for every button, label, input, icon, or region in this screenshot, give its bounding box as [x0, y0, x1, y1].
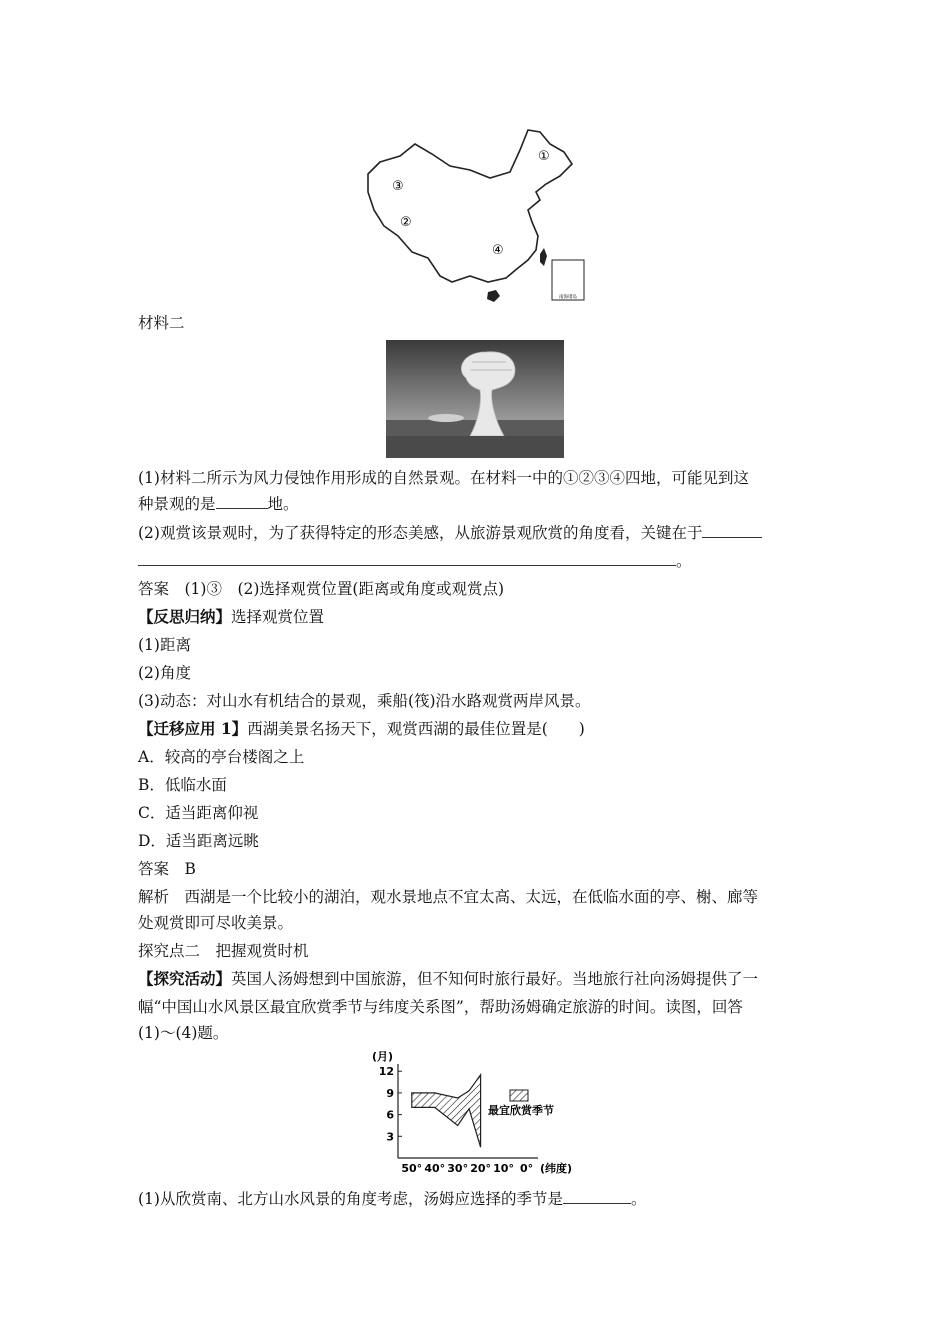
y-tick-label: 12: [378, 1065, 394, 1079]
x-tick-label: 20°: [470, 1162, 492, 1175]
reflect-item: (1)距离: [138, 636, 191, 654]
q2-answer-blank-a[interactable]: [702, 523, 762, 538]
hainan-island: [487, 290, 500, 302]
y-tick-label: 3: [386, 1130, 394, 1144]
y-tick-label: 9: [386, 1086, 394, 1100]
transfer-text: 西湖美景名扬天下，观赏西湖的最佳位置是( ): [247, 720, 585, 738]
q1-line2: [138, 493, 299, 515]
q2-text: (2)观赏该景观时，为了获得特定的形态美感，从旅游景观欣赏的角度看，关键在于: [138, 524, 703, 542]
reflect-item: (3)动态：对山水有机结合的景观，乘船(筏)沿水路观赏两岸风景。: [138, 692, 591, 710]
question-last: [138, 1188, 646, 1210]
south-sea-inset: [552, 260, 584, 300]
section-heading: 探究点二 把握观赏时机: [138, 942, 309, 960]
map-label-3: ③: [392, 179, 404, 194]
map-label-2: ②: [400, 215, 412, 230]
x-axis-label: (纬度): [540, 1162, 573, 1175]
taiwan-island: [540, 248, 547, 266]
answer-2: 答案 B: [138, 860, 196, 878]
material2-label: 材料二: [138, 314, 185, 332]
legend-label: 最宜欣赏季节: [488, 1104, 554, 1117]
reflect-text: 选择观赏位置: [231, 608, 325, 626]
season-latitude-chart: [360, 1048, 600, 1178]
map-label-4: ④: [492, 243, 504, 258]
activity-text: 英国人汤姆想到中国旅游，但不知何时旅行最好。当地旅行社向汤姆提供了一: [231, 970, 759, 988]
x-tick-label: 0°: [519, 1162, 534, 1175]
q1-line1: (1)材料二所示为风力侵蚀作用形成的自然景观。在材料一中的①②③④四地，可能见到这: [138, 469, 749, 487]
transfer-question: [138, 718, 585, 740]
transfer-title: 【迁移应用 1】: [138, 719, 248, 738]
q1-text-b: 地。: [267, 495, 299, 513]
y-axis-label: (月): [372, 1050, 394, 1063]
reflect-heading: [138, 606, 324, 628]
q2-answer-blank-b[interactable]: [138, 551, 676, 566]
question-last-text: (1)从欣赏南、北方山水风景的角度考虑，汤姆应选择的季节是: [138, 1190, 563, 1208]
map-label-1: ①: [538, 149, 550, 164]
activity-line3: (1)～(4)题。: [138, 1024, 229, 1042]
analysis-line1: 解析 西湖是一个比较小的湖泊，观水景地点不宜太高、太远，在低临水面的亭、榭、廊等: [138, 888, 759, 906]
analysis-line2: 处观赏即可尽收美景。: [138, 914, 294, 932]
q1-text-a: 种景观的是: [138, 495, 216, 513]
activity-line1: [138, 968, 758, 990]
x-tick-label: 30°: [447, 1162, 469, 1175]
x-tick-label: 10°: [493, 1162, 514, 1175]
option-a: A．较高的亭台楼阁之上: [138, 748, 305, 766]
season-band: [412, 1075, 481, 1147]
q1-answer-blank[interactable]: [216, 494, 268, 509]
south-sea-label: 南海诸岛: [559, 295, 577, 300]
reflect-item: (2)角度: [138, 664, 191, 682]
option-b: B．低临水面: [138, 776, 227, 794]
q2-line2: [138, 550, 692, 572]
q2-end: 。: [676, 552, 692, 570]
china-map: [360, 126, 592, 306]
activity-line2: 幅“中国山水风景区最宜欣赏季节与纬度关系图”，帮助汤姆确定旅游的时间。读图，回答: [138, 998, 743, 1016]
legend-swatch: [510, 1090, 528, 1101]
y-tick-label: 6: [386, 1108, 394, 1122]
season-answer-blank[interactable]: [563, 1189, 631, 1204]
activity-title: 【探究活动】: [138, 969, 232, 988]
option-c: C．适当距离仰视: [138, 804, 259, 822]
option-d: D．适当距离远眺: [138, 832, 259, 850]
question-last-end: 。: [630, 1190, 647, 1208]
reflect-title: 【反思归纳】: [138, 607, 232, 626]
q2-line1: [138, 522, 762, 544]
x-tick-label: 50°: [401, 1162, 423, 1175]
mushroom-rock-photo: [386, 340, 564, 458]
x-tick-label: 40°: [424, 1162, 446, 1175]
answer-1: 答案 (1)③ (2)选择观赏位置(距离或角度或观赏点): [138, 580, 505, 598]
